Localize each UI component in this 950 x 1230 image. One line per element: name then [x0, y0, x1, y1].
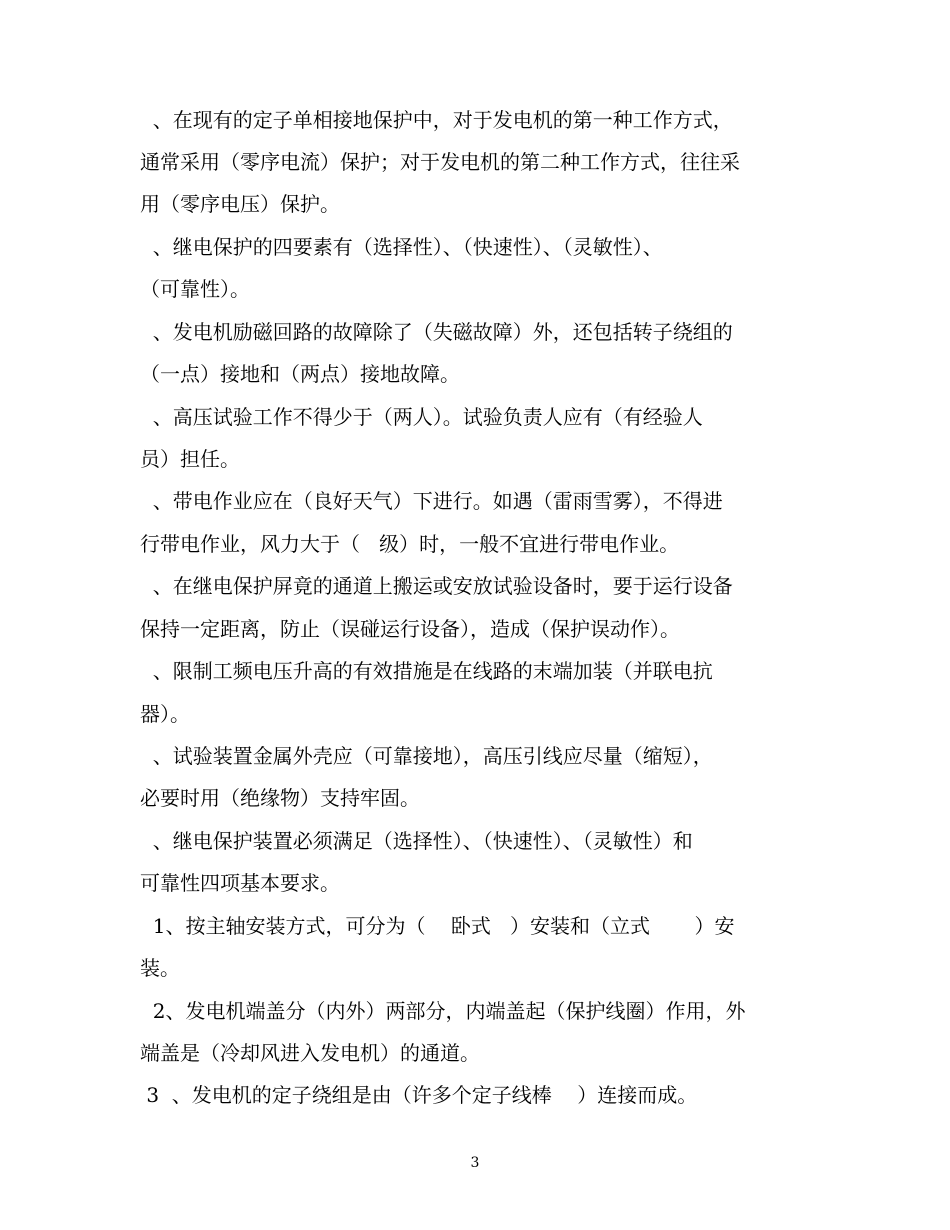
text-line: 、高压试验工作不得少于（两人）。试验负责人应有（有经验人	[140, 405, 703, 429]
text-line: 、限制工频电压升高的有效措施是在线路的末端加装（并联电抗	[140, 659, 713, 683]
text-line: 可靠性四项基本要求。	[140, 871, 340, 895]
text-line: （可靠性）。	[140, 277, 250, 301]
text-line: 、试验装置金属外壳应（可靠接地），高压引线应尽量（缩短），	[140, 744, 713, 768]
text-line: （一点）接地和（两点）接地故障。	[140, 362, 460, 386]
text-line: 、在现有的定子单相接地保护中，对于发电机的第一种工作方式，	[140, 108, 733, 132]
text-line: 、继电保护的四要素有（选择性）、（快速性）、（灵敏性）、	[140, 235, 663, 259]
text-line: 保持一定距离，防止（误碰运行设备），造成（保护误动作）。	[140, 617, 680, 641]
text-line: 通常采用（零序电流）保护；对于发电机的第二种工作方式，往往采	[140, 150, 740, 174]
text-line: 2、发电机端盖分（内外）两部分，内端盖起（保护线圈）作用，外	[140, 999, 746, 1023]
text-line: 3 、发电机的定子绕组是由（许多个定子线棒 ）连接而成。	[140, 1083, 698, 1107]
text-line: 员）担任。	[140, 447, 240, 471]
text-line: 必要时用（绝缘物）支持牢固。	[140, 786, 420, 810]
text-line: 、在继电保护屏竟的通道上搬运或安放试验设备时，要于运行设备	[140, 574, 733, 598]
text-line: 、带电作业应在（良好天气）下进行。如遇（雷雨雪雾），不得进	[140, 489, 723, 513]
text-line: 端盖是（冷却风进入发电机）的通道。	[140, 1041, 480, 1065]
text-line: 、继电保护装置必须满足（选择性）、（快速性）、（灵敏性）和	[140, 829, 693, 853]
text-line: 、发电机励磁回路的故障除了（失磁故障）外，还包括转子绕组的	[140, 320, 733, 344]
text-line: 行带电作业，风力大于（ 级）时，一般不宜进行带电作业。	[140, 532, 680, 556]
page-number: 3	[470, 1155, 480, 1171]
text-line: 1、按主轴安装方式，可分为（ 卧式 ）安装和（立式 ）安	[140, 914, 735, 938]
text-line: 用（零序电压）保护。	[140, 192, 340, 216]
text-line: 器）。	[140, 702, 190, 726]
text-line: 装。	[140, 956, 180, 980]
